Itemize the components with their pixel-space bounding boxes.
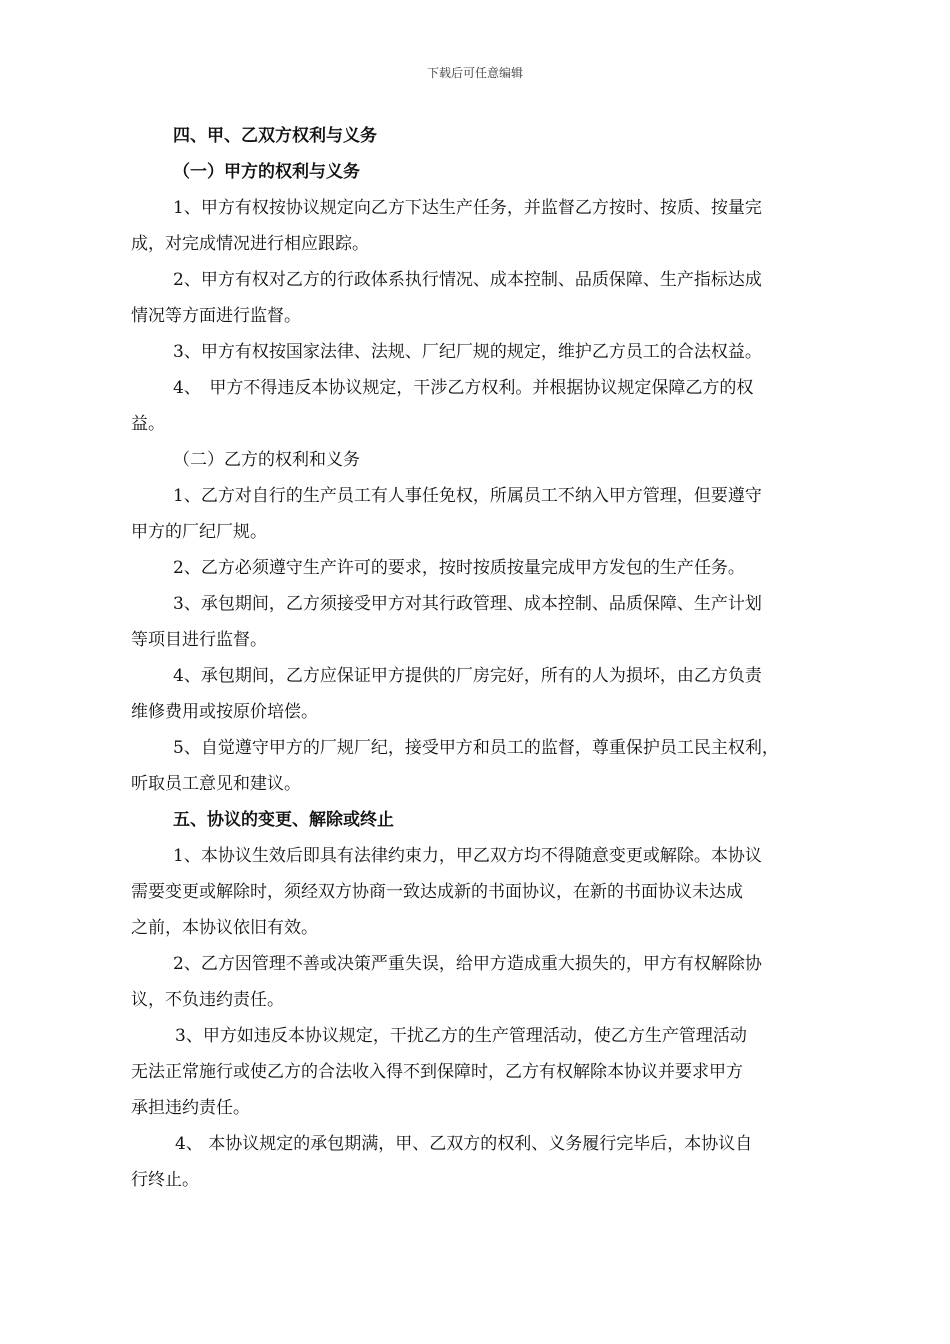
paragraph-line: 4、 本协议规定的承包期满，甲、乙双方的权利、义务履行完毕后，本协议自 bbox=[175, 1134, 753, 1154]
paragraph-line: 等项目进行监督。 bbox=[131, 630, 267, 650]
paragraph-line: 2、乙方因管理不善或决策严重失误，给甲方造成重大损失的，甲方有权解除协 bbox=[173, 954, 762, 974]
paragraph-line: 3、承包期间，乙方须接受甲方对其行政管理、成本控制、品质保障、生产计划 bbox=[173, 594, 762, 614]
paragraph-line: 1、甲方有权按协议规定向乙方下达生产任务，并监督乙方按时、按质、按量完 bbox=[173, 198, 762, 218]
document-body bbox=[131, 118, 843, 1198]
subsection-title: （二）乙方的权利和义务 bbox=[173, 450, 360, 470]
paragraph-line: 甲方的厂纪厂规。 bbox=[131, 522, 267, 542]
paragraph-line: 成，对完成情况进行相应跟踪。 bbox=[131, 234, 369, 254]
paragraph-line: 无法正常施行或使乙方的合法收入得不到保障时，乙方有权解除本协议并要求甲方 bbox=[131, 1062, 743, 1082]
section-title: 四、甲、乙双方权利与义务 bbox=[173, 126, 377, 146]
paragraph-line: 维修费用或按原价培偿。 bbox=[131, 702, 318, 722]
subsection-title: （一）甲方的权利与义务 bbox=[173, 162, 360, 182]
paragraph-line: 1、乙方对自行的生产员工有人事任免权，所属员工不纳入甲方管理，但要遵守 bbox=[173, 486, 762, 506]
paragraph-line: 1、本协议生效后即具有法律约束力，甲乙双方均不得随意变更或解除。本协议 bbox=[173, 846, 762, 866]
paragraph-line: 4、承包期间，乙方应保证甲方提供的厂房完好，所有的人为损坏，由乙方负责 bbox=[173, 666, 762, 686]
paragraph-line: 益。 bbox=[131, 414, 165, 434]
paragraph-line: 承担违约责任。 bbox=[131, 1098, 250, 1118]
paragraph-line: 需要变更或解除时，须经双方协商一致达成新的书面协议，在新的书面协议未达成 bbox=[131, 882, 743, 902]
paragraph-line: 5、自觉遵守甲方的厂规厂纪，接受甲方和员工的监督，尊重保护员工民主权利， bbox=[173, 738, 779, 758]
paragraph-line: 听取员工意见和建议。 bbox=[131, 774, 301, 794]
paragraph-line: 3、甲方如违反本协议规定，干扰乙方的生产管理活动，使乙方生产管理活动 bbox=[175, 1026, 747, 1046]
paragraph-line: 2、甲方有权对乙方的行政体系执行情况、成本控制、品质保障、生产指标达成 bbox=[173, 270, 762, 290]
paragraph-line: 行终止。 bbox=[131, 1170, 199, 1190]
paragraph-line: 3、甲方有权按国家法律、法规、厂纪厂规的规定，维护乙方员工的合法权益。 bbox=[173, 342, 762, 362]
paragraph-line: 情况等方面进行监督。 bbox=[131, 306, 301, 326]
page-header: 下载后可任意编辑 bbox=[426, 66, 523, 80]
paragraph-line: 之前，本协议依旧有效。 bbox=[131, 918, 318, 938]
paragraph-line: 议，不负违约责任。 bbox=[131, 990, 284, 1010]
section-title: 五、协议的变更、解除或终止 bbox=[173, 810, 394, 830]
paragraph-line: 2、乙方必须遵守生产许可的要求，按时按质按量完成甲方发包的生产任务。 bbox=[173, 558, 745, 578]
paragraph-line: 4、 甲方不得违反本协议规定，干涉乙方权利。并根据协议规定保障乙方的权 bbox=[173, 378, 754, 398]
